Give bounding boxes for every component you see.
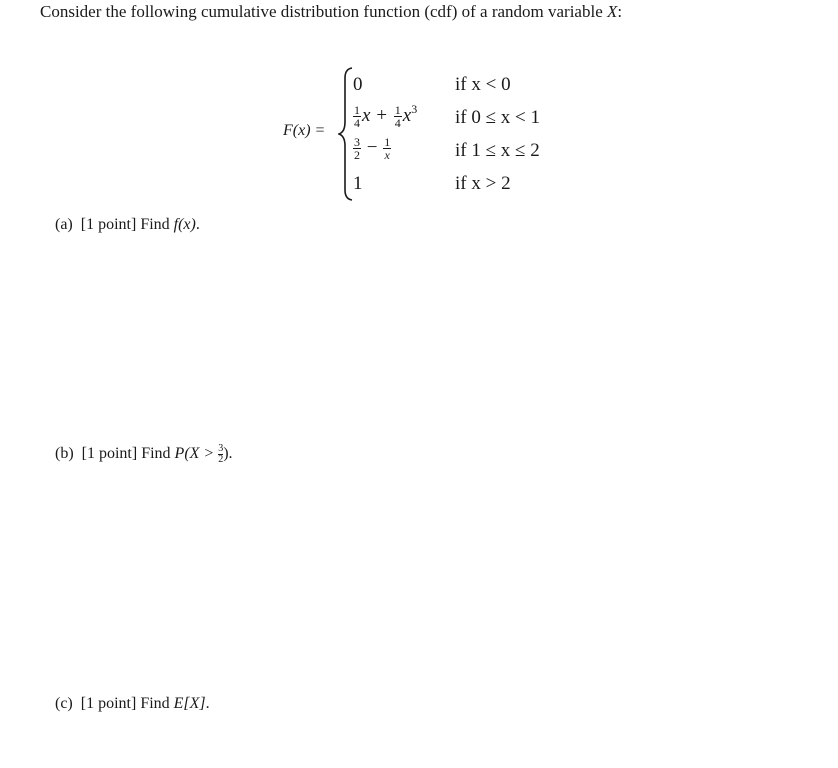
intro-text-before: Consider the following cumulative distribution function (cdf) of a random variable <box>40 2 607 21</box>
intro-variable: X <box>607 2 618 21</box>
question-b-fraction: $\frac{3}{2}$ <box>218 443 224 465</box>
case-1-expr: 0 <box>353 74 363 95</box>
case-4-expr: 1 <box>353 173 363 194</box>
question-a: (a) [1 point] Find f(x). <box>55 216 200 233</box>
case-3-frac-a: $\frac{3}{2}$ <box>354 135 360 162</box>
left-brace <box>338 66 354 202</box>
intro-text-after: : <box>617 2 623 21</box>
question-a-math: f(x) <box>173 216 196 233</box>
question-c-math: E[X] <box>173 695 206 712</box>
case-2-coef2: $\frac{1}{4}$ <box>394 103 401 131</box>
intro-text <box>40 2 622 22</box>
case-2-condition: if 0 ≤ x < 1 <box>455 107 540 128</box>
case-2-expr: $\frac{1}{4}$ x + $\frac{1}{4}$ $x^3$ <box>354 102 418 131</box>
question-c: (c) [1 point] Find E[X]. <box>55 695 210 712</box>
case-3-condition: if 1 ≤ x ≤ 2 <box>455 140 540 161</box>
case-1-condition: if x < 0 <box>455 74 511 95</box>
case-3-expr: $\frac{3}{2}$ − $\frac{1}{x}$ <box>354 135 391 162</box>
case-4-condition: if x > 2 <box>455 173 511 194</box>
cdf-lhs: F(x) = <box>283 122 326 139</box>
question-b: (b) [1 point] Find P(X > $\frac{3}{2}$ ). <box>55 443 233 465</box>
question-b-math: P(X > <box>174 445 215 463</box>
case-3-frac-b: $\frac{1}{x}$ <box>384 135 391 162</box>
case-2-coef1: $\frac{1}{4}$ <box>354 103 360 131</box>
